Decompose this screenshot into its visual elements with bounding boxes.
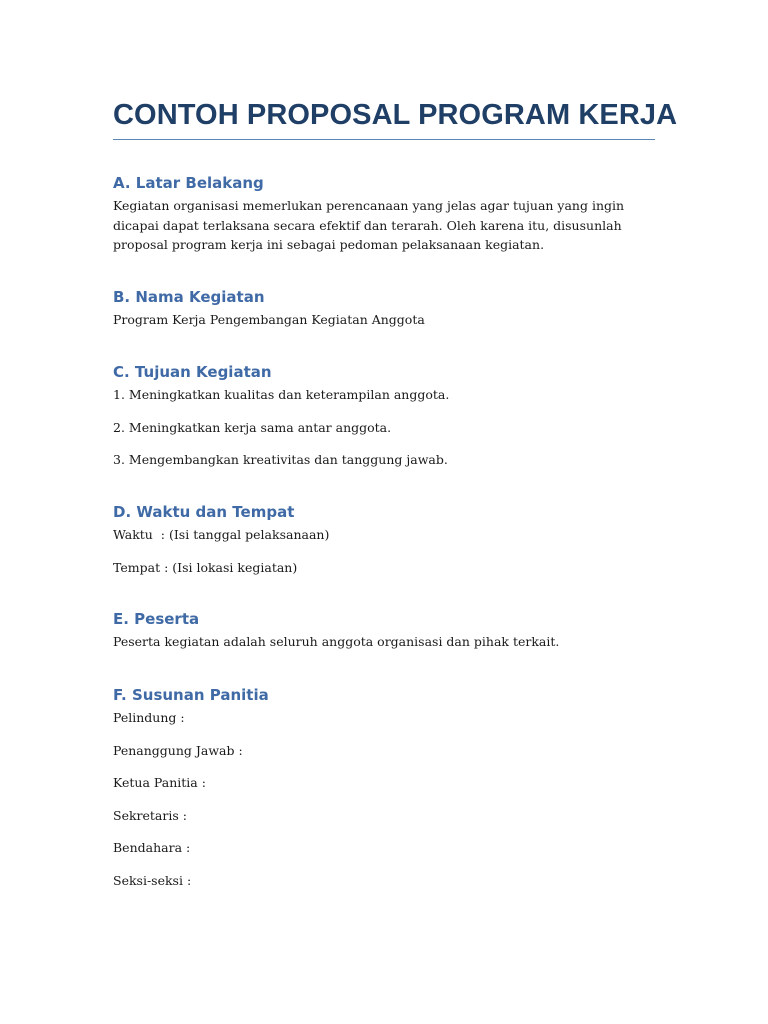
list-item: 2. Meningkatkan kerja sama antar anggota. bbox=[113, 419, 392, 435]
section-heading: C. Tujuan Kegiatan bbox=[113, 363, 272, 381]
list-item: Penanggung Jawab : bbox=[113, 742, 243, 758]
section-heading: B. Nama Kegiatan bbox=[113, 288, 265, 306]
section-heading: A. Latar Belakang bbox=[113, 174, 264, 192]
section-waktu-tempat bbox=[113, 502, 655, 590]
list-item: Ketua Panitia : bbox=[113, 775, 206, 790]
section-heading: F. Susunan Panitia bbox=[113, 686, 269, 704]
section-tujuan-kegiatan bbox=[113, 362, 655, 483]
list-item: Waktu : (Isi tanggal pelaksanaan) bbox=[113, 527, 330, 542]
list-item: Sekretaris : bbox=[113, 807, 187, 823]
list-item: Seksi-seksi : bbox=[113, 872, 192, 888]
list-item: Bendahara : bbox=[113, 840, 191, 855]
section-nama-kegiatan bbox=[113, 287, 655, 330]
section-heading: D. Waktu dan Tempat bbox=[113, 503, 295, 521]
document-title: CONTOH PROPOSAL PROGRAM KERJA bbox=[113, 96, 655, 140]
list-item: 1. Meningkatkan kualitas dan keterampilan anggota. bbox=[113, 387, 450, 402]
document-page bbox=[113, 96, 678, 140]
section-latar-belakang bbox=[113, 173, 655, 255]
section-paragraph: Program Kerja Pengembangan Kegiatan Anggota bbox=[113, 312, 425, 327]
list-item: Pelindung : bbox=[113, 710, 185, 725]
list-item: Tempat : (Isi lokasi kegiatan) bbox=[113, 559, 298, 575]
section-paragraph: Kegiatan organisasi memerlukan perencanaan yang jelas agar tujuan yang ingin dicapai dapat terlaksana secara efektif dan terarah. Oleh karena itu, disusunlah proposal program kerja ini sebagai pedoman pelaksanaan kegiatan. bbox=[113, 198, 625, 252]
list-item: 3. Mengembangkan kreativitas dan tanggung jawab. bbox=[113, 452, 448, 467]
section-paragraph: Peserta kegiatan adalah seluruh anggota organisasi dan pihak terkait. bbox=[113, 634, 560, 649]
section-susunan-panitia bbox=[113, 685, 655, 903]
section-peserta bbox=[113, 609, 655, 652]
section-heading: E. Peserta bbox=[113, 610, 200, 628]
